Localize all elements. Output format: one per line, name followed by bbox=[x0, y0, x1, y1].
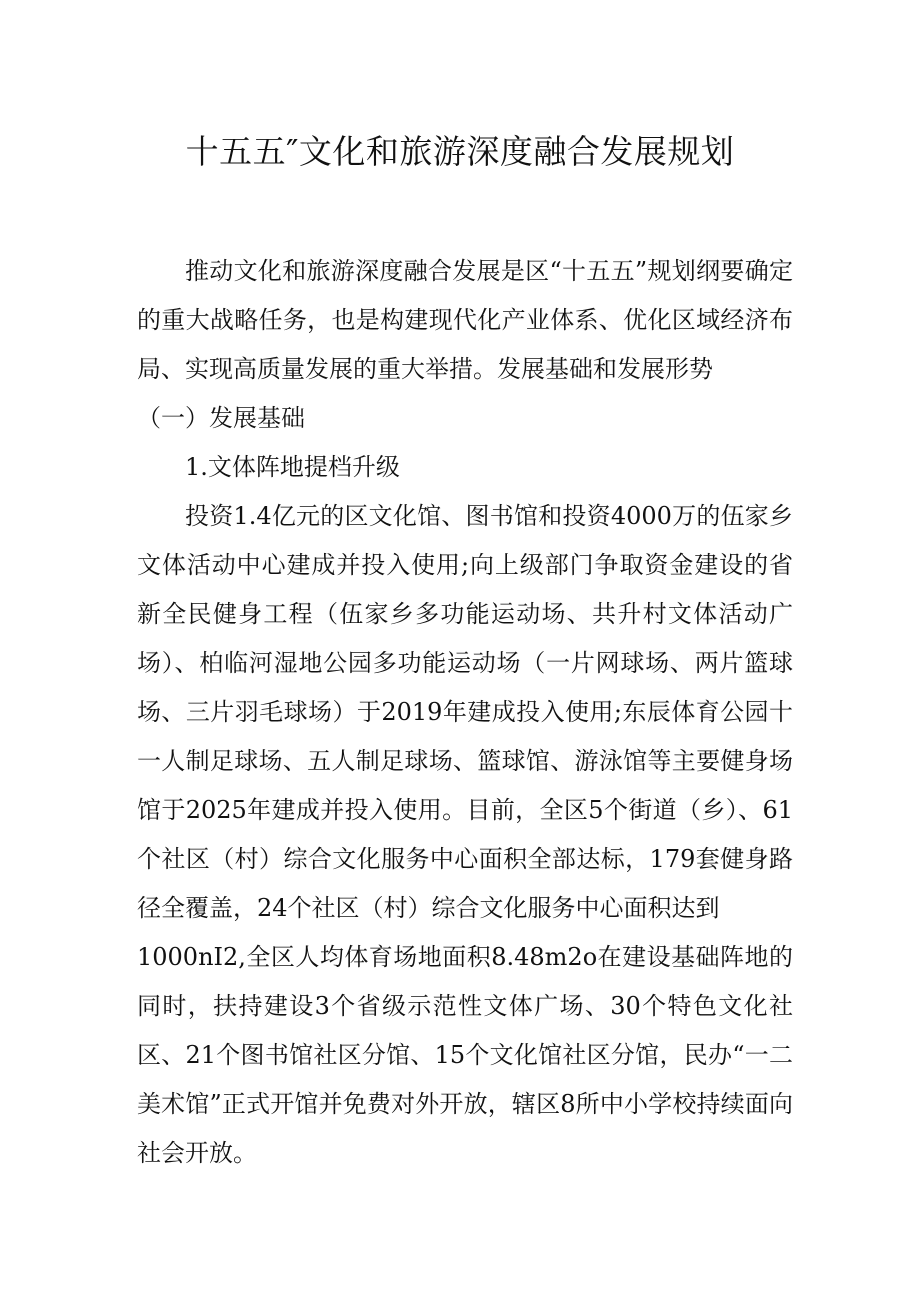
page-title: 十五五″文化和旅游深度融合发展规划 bbox=[185, 132, 735, 171]
section-heading: （一）发展基础 bbox=[137, 404, 305, 432]
subsection-heading: 1.文体阵地提档升级 bbox=[185, 453, 400, 481]
intro-paragraph: 推动文化和旅游深度融合发展是区“十五五”规划纲要确定的重大战略任务，也是构建现代化产业体系、优化区域经济布局、实现高质量发展的重大举措。发展基础和发展形势 bbox=[137, 257, 793, 383]
body-paragraph: 投资1.4亿元的区文化馆、图书馆和投资4000万的伍家乡文体活动中心建成并投入使用;向上级部门争取资金建设的省新全民健身工程（伍家乡多功能运动场、共升村文体活动广场）、柏临河湿地公园多功能运动场（一片网球场、两片篮球场、三片羽毛球场）于2019年建成投入使用;东辰体育公园十一人制足球场、五人制足球场、篮球馆、游泳馆等主要健身场馆于2025年建成并投入使用。目前，全区5个街道（乡）、61个社区（村）综合文化服务中心面积全部达标，179套健身路径全覆盖，24个社区（村）综合文化服务中心面积达到 bbox=[137, 502, 793, 922]
document-body bbox=[137, 247, 793, 1178]
body-paragraph-continued: 1000nI2,全区人均体育场地面积8.48m2o在建设基础阵地的同时，扶持建设3个省级示范性文体广场、30个特色文化社区、21个图书馆社区分馆、15个文化馆社区分馆，民办“一二美术馆”正式开馆并免费对外开放，辖区8所中小学校持续面向社会开放。 bbox=[137, 943, 793, 1167]
